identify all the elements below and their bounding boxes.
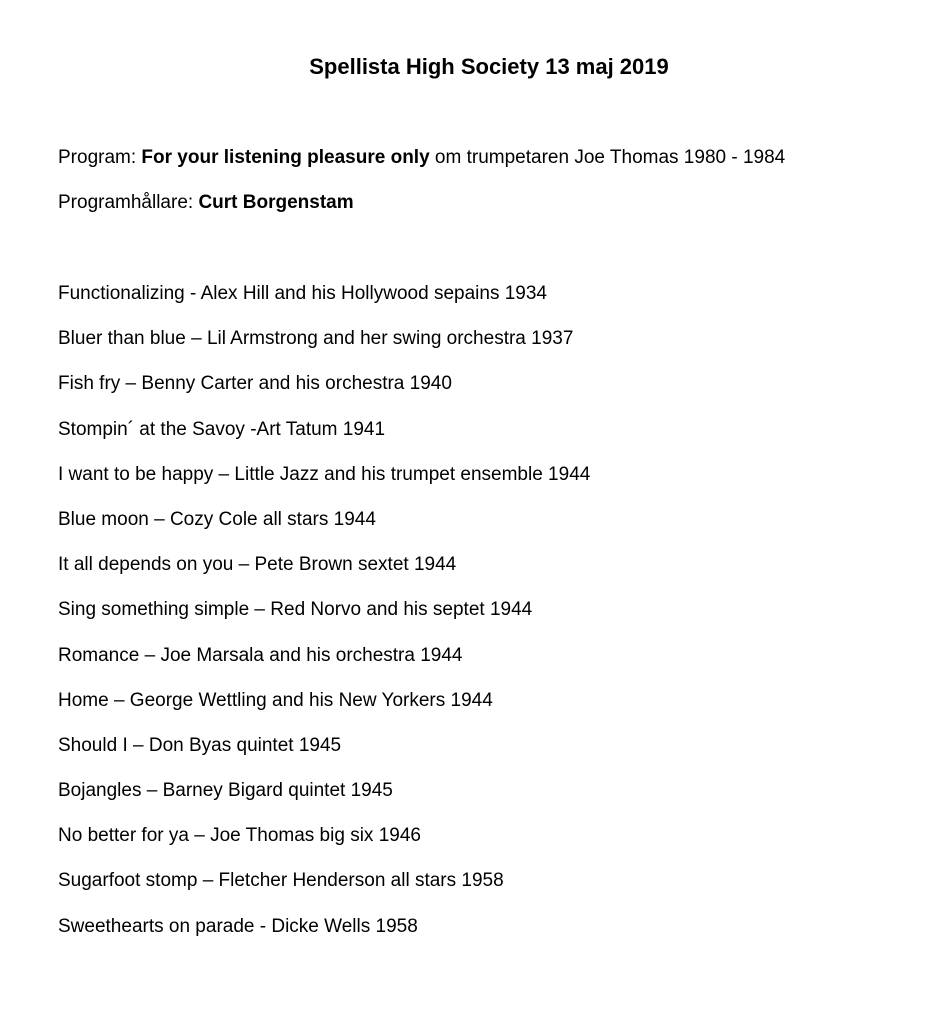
track-item: Bojangles – Barney Bigard quintet 1945 (58, 780, 393, 802)
program-name: For your listening pleasure only (141, 147, 430, 168)
track-item: Romance – Joe Marsala and his orchestra 1944 (58, 644, 463, 666)
track-item: Blue moon – Cozy Cole all stars 1944 (58, 508, 376, 530)
program-label: Program: (58, 147, 142, 168)
page-title: Spellista High Society 13 maj 2019 (309, 54, 669, 79)
track-item: Fish fry – Benny Carter and his orchestra 1940 (58, 373, 452, 395)
host-name: Curt Borgenstam (198, 192, 354, 213)
program-description: om trumpetaren Joe Thomas 1980 - 1984 (429, 147, 786, 168)
track-item: Functionalizing - Alex Hill and his Hollywood sepains 1934 (58, 283, 547, 304)
track-item: Bluer than blue – Lil Armstrong and her swing orchestra 1937 (58, 328, 574, 350)
host-line (58, 190, 354, 216)
host-label: Programhållare: (58, 192, 199, 213)
track-item: No better for ya – Joe Thomas big six 1946 (58, 825, 421, 847)
track-item: Sugarfoot stomp – Fletcher Henderson all stars 1958 (58, 870, 504, 892)
program-line (58, 145, 785, 171)
track-list (58, 281, 590, 959)
track-item: Sing something simple – Red Norvo and his septet 1944 (58, 599, 533, 621)
track-item: Sweethearts on parade - Dicke Wells 1958 (58, 915, 418, 937)
track-item: It all depends on you – Pete Brown sextet 1944 (58, 554, 457, 576)
track-item: I want to be happy – Little Jazz and his trumpet ensemble 1944 (58, 463, 591, 485)
track-item: Home – George Wettling and his New Yorkers 1944 (58, 689, 493, 711)
track-item: Stompin´ at the Savoy -Art Tatum 1941 (58, 418, 386, 440)
track-item: Should I – Don Byas quintet 1945 (58, 734, 342, 756)
